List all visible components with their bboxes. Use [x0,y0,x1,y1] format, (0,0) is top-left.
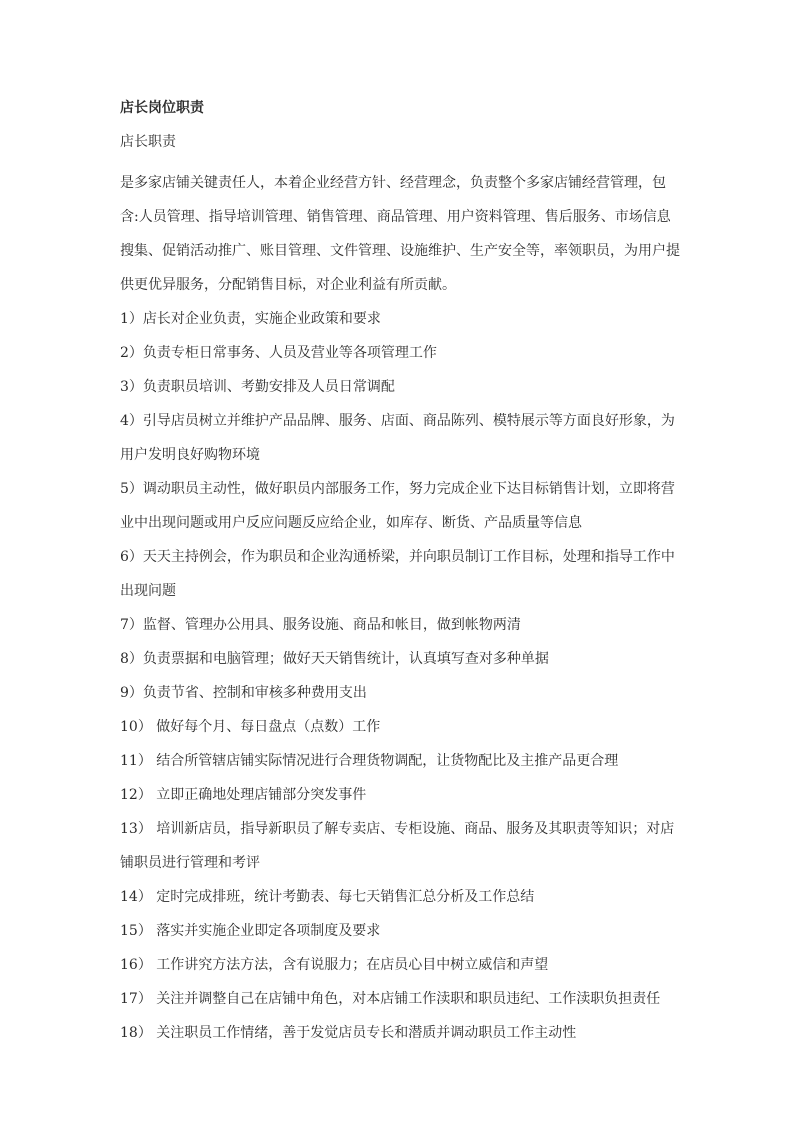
duty-item-10: 10） 做好每个月、每日盘点（点数）工作 [120,719,381,735]
intro-paragraph: 是多家店铺关键责任人，本着企业经营方针、经营理念，负责整个多家店铺经营管理，包含:人员管理、指导培训管理、销售管理、商品管理、用户资料管理、售后服务、市场信息搜集、促销活动推广、账目管理、文件管理、设施维护、生产安全等，率领职员，为用户提供更优异服务，分配销售目标，对企业利益有所贡献。 [120,175,680,293]
duty-item-11: 11） 结合所管辖店铺实际情况进行合理货物调配，让货物配比及主推产品更合理 [120,753,619,769]
duty-item-6: 6）天天主持例会，作为职员和企业沟通桥梁，并向职员制订工作目标，处理和指导工作中出现问题 [120,549,675,599]
duty-list [120,302,680,1050]
duty-item-13: 13） 培训新店员，指导新职员了解专卖店、专柜设施、商品、服务及其职责等知识；对店铺职员进行管理和考评 [120,821,675,871]
duty-item-15: 15） 落实并实施企业即定各项制度及要求 [120,923,381,939]
duty-item-2: 2）负责专柜日常事务、人员及营业等各项管理工作 [120,345,437,361]
duty-item-12: 12） 立即正确地处理店铺部分突发事件 [120,787,367,803]
duty-item-17: 17） 关注并调整自己在店铺中角色，对本店铺工作渎职和职员违纪、工作渎职负担责任 [120,991,661,1007]
page-title: 店长岗位职责 [120,100,204,116]
duty-item-18: 18） 关注职员工作情绪，善于发觉店员专长和潜质并调动职员工作主动性 [120,1025,577,1041]
document-page [120,98,680,1050]
section-subtitle: 店长职责 [120,134,176,150]
duty-item-16: 16） 工作讲究方法方法，含有说服力；在店员心目中树立威信和声望 [120,957,549,973]
duty-item-4: 4）引导店员树立并维护产品品牌、服务、店面、商品陈列、模特展示等方面良好形象，为用户发明良好购物环境 [120,413,675,463]
duty-item-7: 7）监督、管理办公用具、服务设施、商品和帐目，做到帐物两清 [120,617,521,633]
duty-item-9: 9）负责节省、控制和审核多种费用支出 [120,685,367,701]
duty-item-5: 5）调动职员主动性，做好职员内部服务工作，努力完成企业下达目标销售计划，立即将营业中出现问题或用户反应问题反应给企业，如库存、断货、产品质量等信息 [120,481,675,531]
duty-item-1: 1）店长对企业负责，实施企业政策和要求 [120,311,381,327]
duty-item-3: 3）负责职员培训、考勤安排及人员日常调配 [120,379,395,395]
duty-item-8: 8）负责票据和电脑管理；做好天天销售统计，认真填写查对多种单据 [120,651,549,667]
duty-item-14: 14） 定时完成排班，统计考勤表、每七天销售汇总分析及工作总结 [120,889,535,905]
